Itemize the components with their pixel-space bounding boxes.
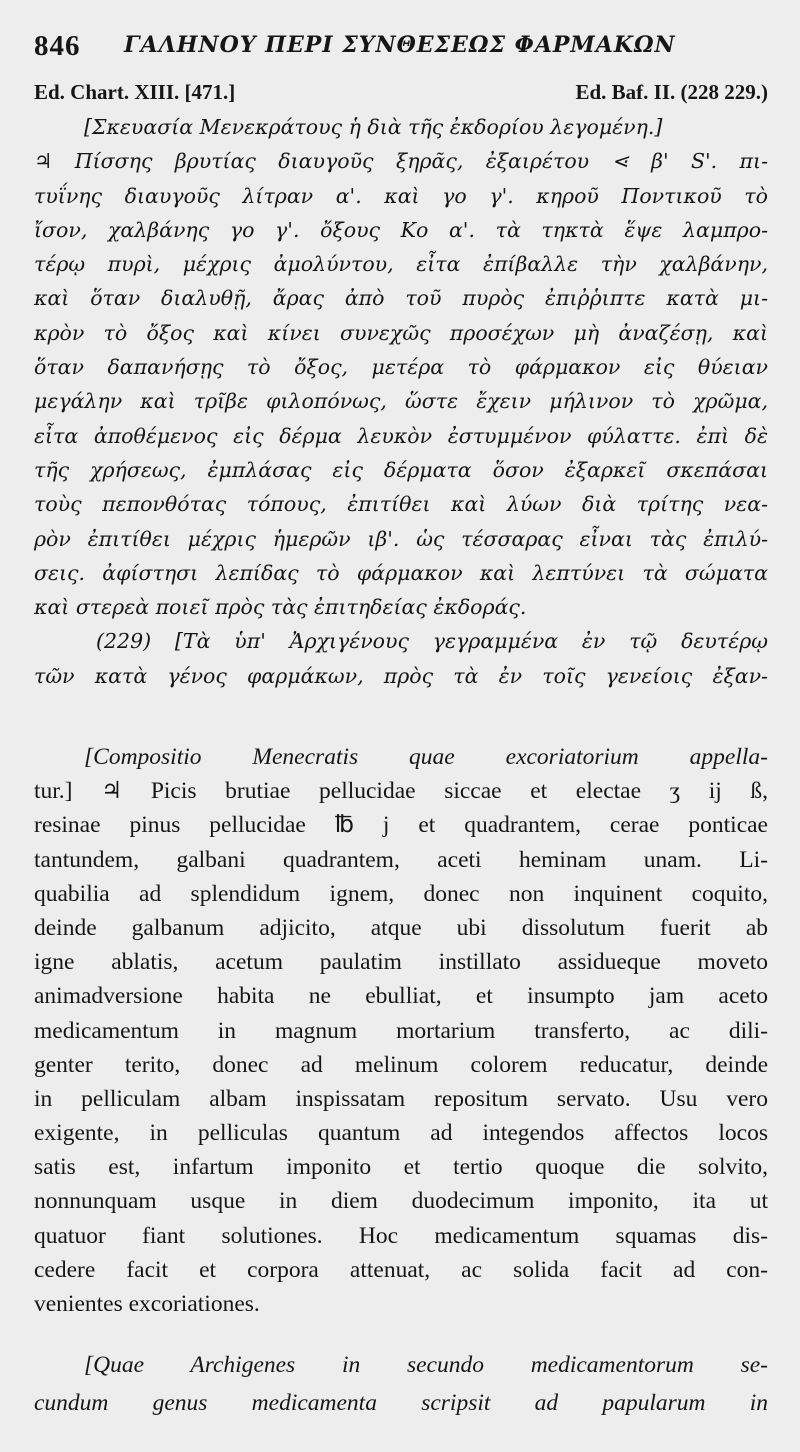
greek-line: εἶτα ἀποθέμενος εἰς δέρμα λευκὸν ἐστυμμένον φύλαττε. ἐπὶ δὲ bbox=[34, 423, 768, 448]
greek-line: σεις. ἀφίστησι λεπίδας τὸ φάρμακον καὶ λεπτύνει τὰ σώματα bbox=[34, 560, 768, 585]
latin-line: tantundem, galbani quadrantem, aceti heminam unam. Li- bbox=[34, 846, 768, 873]
greek-line: τέρῳ πυρὶ, μέχρις ἀμολύντου, εἶτα ἐπίβαλλε τὴν χαλβάνην, bbox=[34, 252, 768, 277]
greek-line: καὶ ὅταν διαλυθῇ, ἄρας ἀπὸ τοῦ πυρὸς ἐπιῤῥιπτε κατὰ μι- bbox=[34, 286, 768, 311]
running-title: ΓΑΛΗΝΟΥ ΠΕΡΙ ΣΥΝΘΕΣΕΩΣ ΦΑΡΜΑΚΩΝ bbox=[124, 32, 676, 58]
latin-line: genter terito, donec ad melinum colorem reducatur, deinde bbox=[34, 1051, 768, 1078]
latin-line: animadversione habita ne ebulliat, et insumpto jam aceto bbox=[34, 983, 768, 1010]
greek-line: τυΐνης διαυγοῦς λίτραν α'. καὶ γο γ'. κηροῦ Ποντικοῦ τὸ bbox=[34, 183, 768, 208]
latin-line: nonnunquam usque in diem duodecimum imponito, ita ut bbox=[34, 1188, 768, 1215]
latin-line: resinae pinus pellucidae ℔ j et quadrantem, cerae ponticae bbox=[34, 812, 768, 839]
latin-next-section bbox=[34, 1346, 768, 1422]
latin-line: cedere facit et corpora attenuat, ac solida facit ad con- bbox=[34, 1256, 768, 1283]
greek-line: μεγάλην καὶ τρῖβε φιλοπόνως, ὥστε ἔχειν μήλινον τὸ χρῶμα, bbox=[34, 389, 768, 414]
latin-line: in pelliculam albam inspissatam repositum servato. Usu vero bbox=[34, 1085, 768, 1112]
page-header bbox=[34, 28, 774, 68]
greek-line: καὶ στερεὰ ποιεῖ πρὸς τὰς ἐπιτηδείας ἐκδοράς. bbox=[34, 595, 527, 620]
edition-reference-right: Ed. Baf. II. (228 229.) bbox=[575, 80, 768, 104]
greek-line: κρὸν τὸ ὄξος καὶ κίνει συνεχῶς προσέχων μὴ ἀναζέσῃ, καὶ bbox=[34, 320, 768, 345]
greek-line: ἴσον, χαλβάνης γο γ'. ὄξους Κο α'. τὰ τηκτὰ ἕψε λαμπρο- bbox=[34, 217, 768, 242]
latin-line: satis est, infartum imponito et tertio quoque die solvito, bbox=[34, 1154, 768, 1181]
greek-line: ρὸν ἐπιτίθει μέχρις ἡμερῶν ιβ'. ὡς τέσσαρας εἶναι τὰς ἐπιλύ- bbox=[34, 526, 768, 551]
greek-text-block bbox=[34, 110, 768, 693]
latin-line: medicamentum in magnum mortarium transferto, ac dili- bbox=[34, 1017, 768, 1044]
latin-line: quatuor fiant solutiones. Hoc medicamentum squamas dis- bbox=[34, 1222, 768, 1249]
latin-section-heading-cont: cundum genus medicamenta scripsit ad papularum in bbox=[34, 1390, 768, 1416]
latin-line: igne ablatis, acetum paulatim instillato assidueque moveto bbox=[34, 949, 768, 976]
latin-section-heading: [Quae Archigenes in secundo medicamentorum se- bbox=[84, 1352, 768, 1378]
edition-reference-left: Ed. Chart. XIII. [471.] bbox=[34, 80, 236, 104]
greek-line: τῆς χρήσεως, ἐμπλάσας εἰς δέρματα ὅσον ἐξαρκεῖ σκεπάσαι bbox=[34, 457, 768, 482]
latin-heading: [Compositio Menecratis quae excoriatorium appella- bbox=[84, 744, 768, 770]
latin-translation-block bbox=[34, 740, 768, 1321]
latin-line: quabilia ad splendidum ignem, donec non inquinent coquito, bbox=[34, 880, 768, 907]
greek-line: ♃ Πίσσης βρυτίας διαυγοῦς ξηρᾶς, ἐξαιρέτου ⋖ β' S'. πι- bbox=[34, 149, 768, 174]
edition-references bbox=[34, 80, 768, 110]
latin-line: venientes excoriationes. bbox=[34, 1291, 260, 1317]
greek-line: τοὺς πεπονθότας τόπους, ἐπιτίθει καὶ λύων διὰ τρίτης νεα- bbox=[34, 492, 768, 517]
page-number: 846 bbox=[34, 30, 81, 62]
greek-line: τῶν κατὰ γένος φαρμάκων, πρὸς τὰ ἐν τοῖς γενείοις ἐξαν- bbox=[34, 663, 768, 688]
latin-line: tur.] ♃ Picis brutiae pellucidae siccae et electae ʒ ij ß, bbox=[34, 778, 768, 805]
greek-section-heading: (229) [Τὰ ὑπ' Ἀρχιγένους γεγραμμένα ἐν τῷ δευτέρῳ bbox=[96, 629, 768, 654]
latin-line: deinde galbanum adjicito, atque ubi dissolutum fuerit ab bbox=[34, 914, 768, 941]
latin-line: exigente, in pelliculas quantum ad integendos affectos locos bbox=[34, 1120, 768, 1147]
greek-line: ὅταν δαπανήσῃς τὸ ὄξος, μετέρα τὸ φάρμακον εἰς θύειαν bbox=[34, 355, 768, 380]
greek-heading: [Σκευασία Μενεκράτους ἡ διὰ τῆς ἐκδορίου λεγομένη.] bbox=[84, 115, 663, 139]
